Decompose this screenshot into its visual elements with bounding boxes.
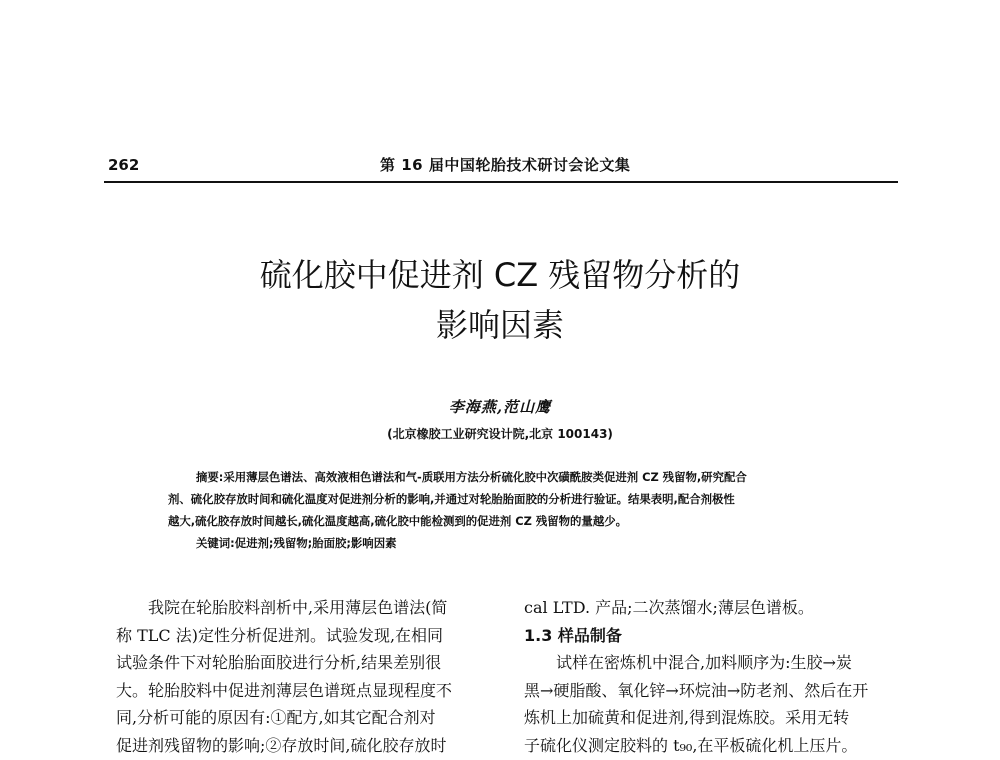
body-line: 试样在密炼机中混合,加料顺序为:生胶→炭 xyxy=(556,653,852,673)
abstract xyxy=(168,466,858,554)
body-line: 试验条件下对轮胎胎面胶进行分析,结果差别很 xyxy=(116,653,442,673)
body-line: 黑→硬脂酸、氧化锌→环烷油→防老剂、然后在开 xyxy=(524,680,869,700)
body-column-left xyxy=(116,594,496,760)
title-line-1: 硫化胶中促进剂 CZ 残留物分析的 xyxy=(259,256,741,294)
body-line: 炼机上加硫黄和促进剂,得到混炼胶。采用无转 xyxy=(524,708,850,728)
abstract-line: 越大,硫化胶存放时间越长,硫化温度越高,硫化胶中能检测到的促进剂 CZ 残留物的量越少。 xyxy=(168,514,627,528)
title-line-2: 影响因素 xyxy=(435,306,564,344)
running-title: 第 16 届中国轮胎技术研讨会论文集 xyxy=(380,156,631,174)
body-line: cal LTD. 产品;二次蒸馏水;薄层色谱板。 xyxy=(524,598,814,617)
paper-title xyxy=(150,250,850,350)
abstract-line: 摘要:采用薄层色谱法、高效液相色谱法和气-质联用方法分析硫化胶中次磺酰胺类促进剂 CZ 残留物,研究配合 xyxy=(196,470,747,484)
body-line: 同,分析可能的原因有:①配方,如其它配合剂对 xyxy=(116,708,436,728)
header-rule xyxy=(104,181,898,183)
abstract-line: 剂、硫化胶存放时间和硫化温度对促进剂分析的影响,并通过对轮胎胎面胶的分析进行验证。结果表明,配合剂极性 xyxy=(168,492,735,506)
affiliation: (北京橡胶工业研究设计院,北京 100143) xyxy=(387,427,613,441)
page-number: 262 xyxy=(108,156,140,174)
body-line: 子硫化仪测定胶料的 t₉₀,在平板硫化机上压片。 xyxy=(524,735,858,755)
body-line: 大。轮胎胶料中促进剂薄层色谱斑点显现程度不 xyxy=(116,680,453,700)
keywords: 关键词:促进剂;残留物;胎面胶;影响因素 xyxy=(196,536,397,550)
body-line: 我院在轮胎胶料剖析中,采用薄层色谱法(简 xyxy=(148,598,448,617)
body-line: 称 TLC 法)定性分析促进剂。试验发现,在相同 xyxy=(116,625,444,645)
section-heading: 1.3 样品制备 xyxy=(524,625,622,645)
body-line: 促进剂残留物的影响;②存放时间,硫化胶存放时 xyxy=(116,735,447,755)
authors: 李海燕,范山鹰 xyxy=(448,398,552,416)
body-column-right xyxy=(524,594,904,760)
